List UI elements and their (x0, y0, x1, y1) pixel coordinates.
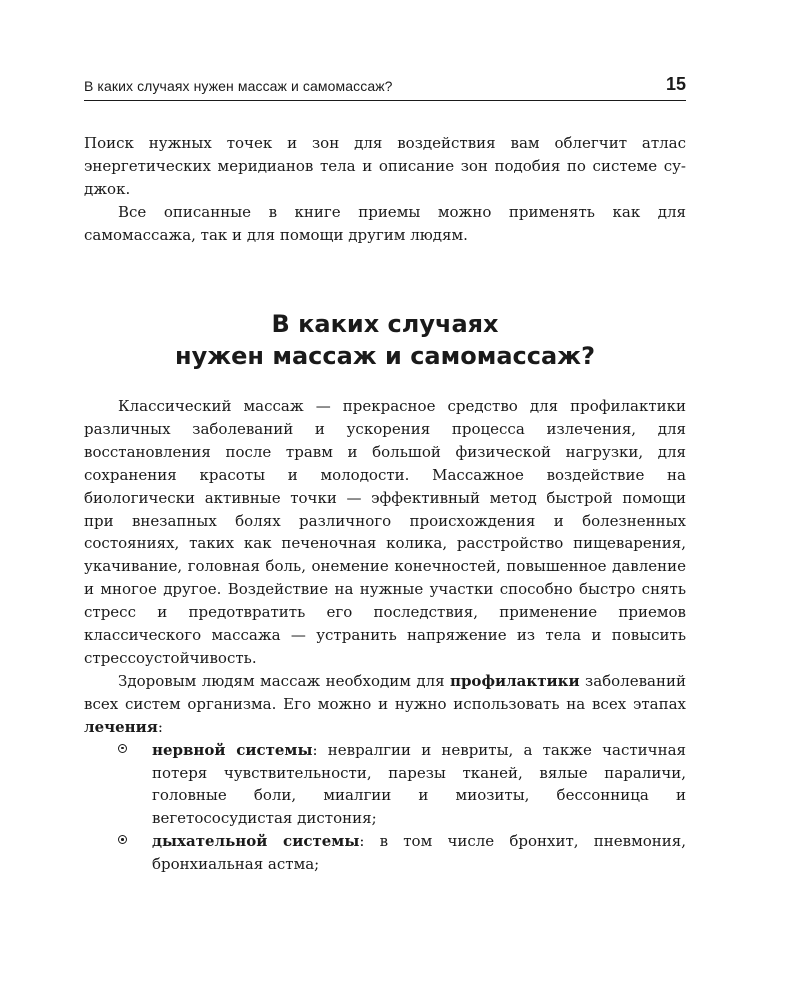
bullet-text: : в том числе бронхит, пневмония, бронхиальная астма; (152, 832, 687, 874)
running-head (84, 74, 686, 101)
intro-text (84, 132, 686, 247)
section-body (84, 395, 686, 876)
list-item (84, 830, 686, 876)
page-number: 15 (665, 74, 686, 94)
paragraph-2-bold-treatment: лечения (84, 717, 158, 736)
paragraph-2-start: Здоровым людям массаж необходим для (118, 671, 450, 690)
bullet-term: нервной системы (152, 740, 313, 759)
bullet-list (84, 739, 686, 876)
book-page (84, 0, 686, 1000)
running-head-title: В каких случаях нужен массаж и самомассаж? (84, 78, 393, 94)
bullet-circle-icon (118, 744, 127, 753)
paragraph-2-bold-prophylaxis: профилактики (449, 671, 580, 690)
section-heading (84, 308, 686, 372)
bullet-text: : невралгии и невриты, а также частичная потеря чувствительности, парезы тканей, вялые параличи, головные боли, миалгии и миозиты, бессонница и вегетососудистая дистония; (152, 740, 687, 828)
bullet-term: дыхательной системы (152, 832, 360, 851)
paragraph-2-end: : (157, 717, 163, 736)
list-item (84, 739, 686, 831)
bullet-circle-icon (118, 835, 127, 844)
intro-paragraph-2: Все описанные в книге приемы можно применять как для самомассажа, так и для помощи другим людям. (84, 202, 686, 244)
section-heading-line-2: нужен массаж и самомассаж? (175, 342, 595, 370)
section-paragraph-1: Классический массаж — прекрасное средство для профилактики различных заболеваний и ускорения процесса излечения, для восстановления после травм и большой физической нагрузки, для сохранения красоты и молодости. Массажное воздействие на биологически активные точки — эффективный метод быстрой помощи при внезапных болях различного происхождения и болезненных состояниях, таких как печеночная колика, расстройство пищеварения, укачивание, головная боль, онемение конечностей, повышенное давление и многое другое. Воздействие на нужные участки способно быстро снять стресс и предотвратить его последствия, применение приемов классического массажа — устранить напряжение из тела и повысить стрессоустойчивость. (84, 397, 686, 667)
section-paragraph-2 (84, 670, 686, 739)
intro-paragraph-1: Поиск нужных точек и зон для воздействия вам облегчит атлас энергетических меридианов тела и описание зон подобия по системе су-джок. (84, 134, 686, 198)
section-heading-line-1: В каких случаях (271, 310, 499, 338)
paragraph-2-middle: заболеваний всех систем организма. Его можно и нужно использовать на всех этапах (84, 671, 686, 713)
